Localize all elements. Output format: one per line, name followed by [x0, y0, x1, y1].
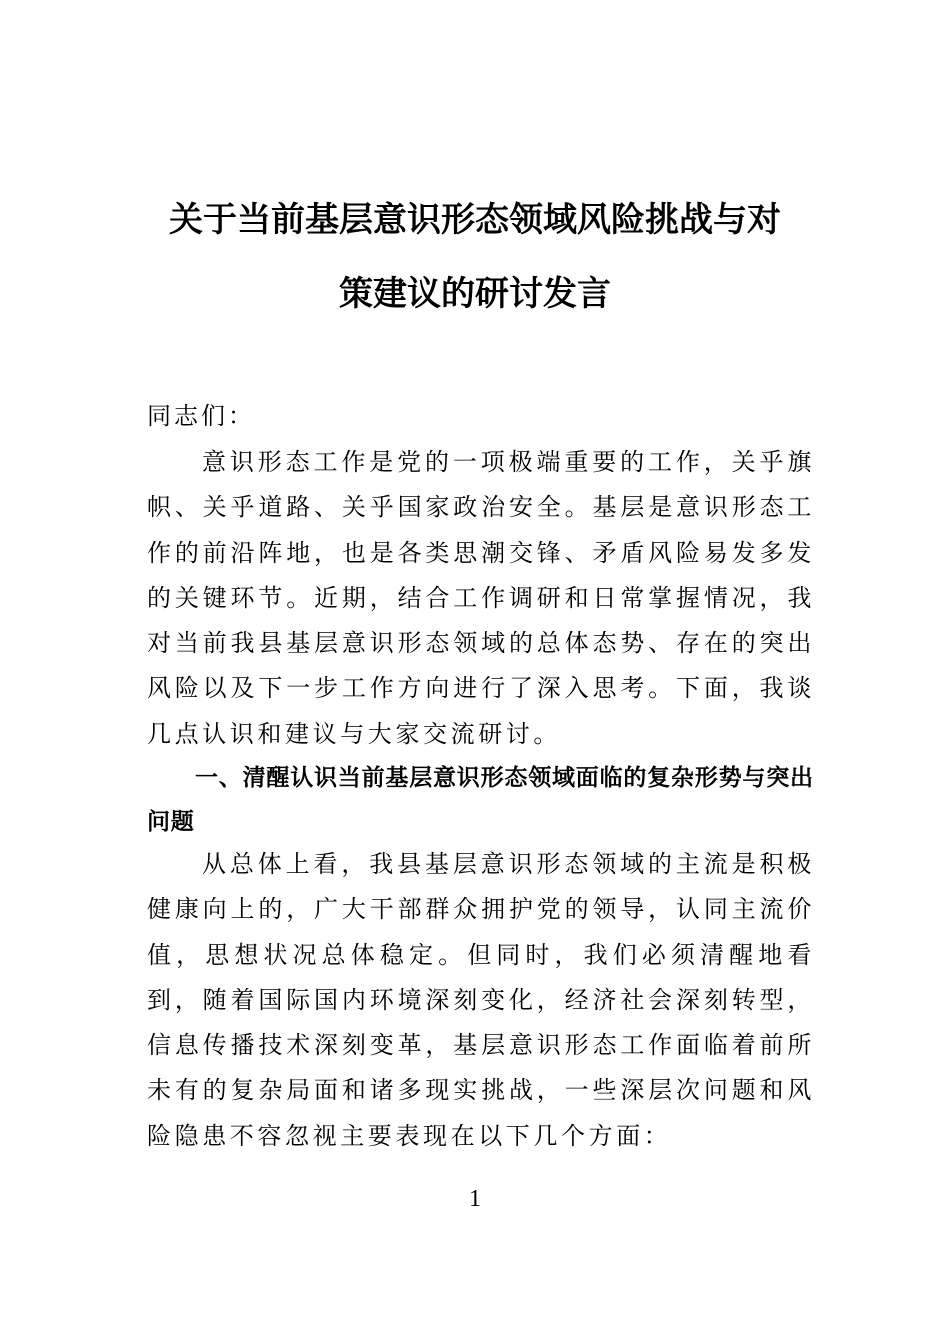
document-title-line-1: 关于当前基层意识形态领域风险挑战与对: [169, 200, 781, 240]
document-title-line-2: 策建议的研讨发言: [339, 274, 611, 314]
paragraph-situation: 从总体上看，我县基层意识形态领域的主流是积极健康向上的，广大干部群众拥护党的领导，认同主流价值，思想状况总体稳定。但同时，我们必须清醒地看到，随着国际国内环境深刻变化，经济社会深刻转型，信息传播技术深刻变革，基层意识形态工作面临着前所未有的复杂局面和诸多现实挑战，一些深层次问题和风险隐患不容忽视主要表现在以下几个方面：: [147, 850, 815, 1150]
salutation: 同志们：: [147, 402, 255, 430]
paragraph-intro: 意识形态工作是党的一项极端重要的工作，关乎旗帜、关乎道路、关乎国家政治安全。基层是意识形态工作的前沿阵地，也是各类思潮交锋、矛盾风险易发多发的关键环节。近期，结合工作调研和日常掌握情况，我对当前我县基层意识形态领域的总体态势、存在的突出风险以及下一步工作方向进行了深入思考。下面，我谈几点认识和建议与大家交流研讨。: [147, 448, 815, 748]
page-number: 1: [469, 1186, 481, 1212]
section-heading-1: 一、清醒认识当前基层意识形态领域面临的复杂形势与突出问题: [147, 765, 814, 835]
